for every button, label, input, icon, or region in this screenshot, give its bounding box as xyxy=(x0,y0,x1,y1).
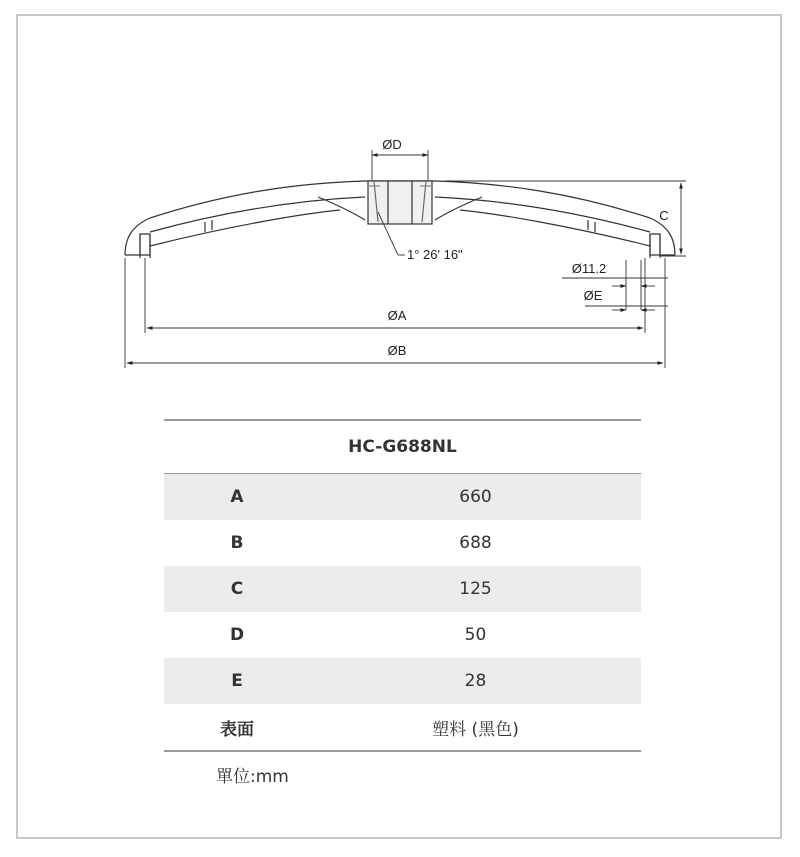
dimension-labels xyxy=(382,137,668,358)
technical-drawing xyxy=(0,0,800,400)
row-key: A xyxy=(230,487,244,507)
row-key: E xyxy=(231,671,243,691)
row-key: C xyxy=(230,579,244,599)
row-key: B xyxy=(230,533,244,553)
label-angle: 1° 26' 16" xyxy=(407,247,463,262)
table-row xyxy=(164,520,641,566)
table-row xyxy=(164,704,641,750)
label-diameter-b: ØB xyxy=(387,343,407,358)
row-value: 688 xyxy=(459,533,492,553)
table-row xyxy=(164,474,641,520)
row-value: 660 xyxy=(459,487,492,507)
label-diameter-d: ØD xyxy=(382,137,402,152)
row-key: D xyxy=(229,625,245,645)
label-hole-diameter: Ø11.2 xyxy=(571,261,607,276)
label-height-c: C xyxy=(659,208,669,223)
label-diameter-a: ØA xyxy=(387,308,407,323)
row-value: 50 xyxy=(464,625,487,645)
label-diameter-e: ØE xyxy=(583,288,603,303)
row-key: 表面 xyxy=(220,719,254,740)
row-value: 塑料 (黑色) xyxy=(432,719,519,740)
table-row xyxy=(164,658,641,704)
unit-note: 單位:mm xyxy=(216,767,289,787)
table-row xyxy=(164,612,641,658)
row-value: 28 xyxy=(464,671,487,691)
model-title: HC-G688NL xyxy=(164,421,641,474)
dome-profile xyxy=(125,181,675,258)
table-bottom-rule xyxy=(164,750,641,752)
table-row xyxy=(164,566,641,612)
row-value: 125 xyxy=(459,579,492,599)
spec-table xyxy=(164,419,641,787)
